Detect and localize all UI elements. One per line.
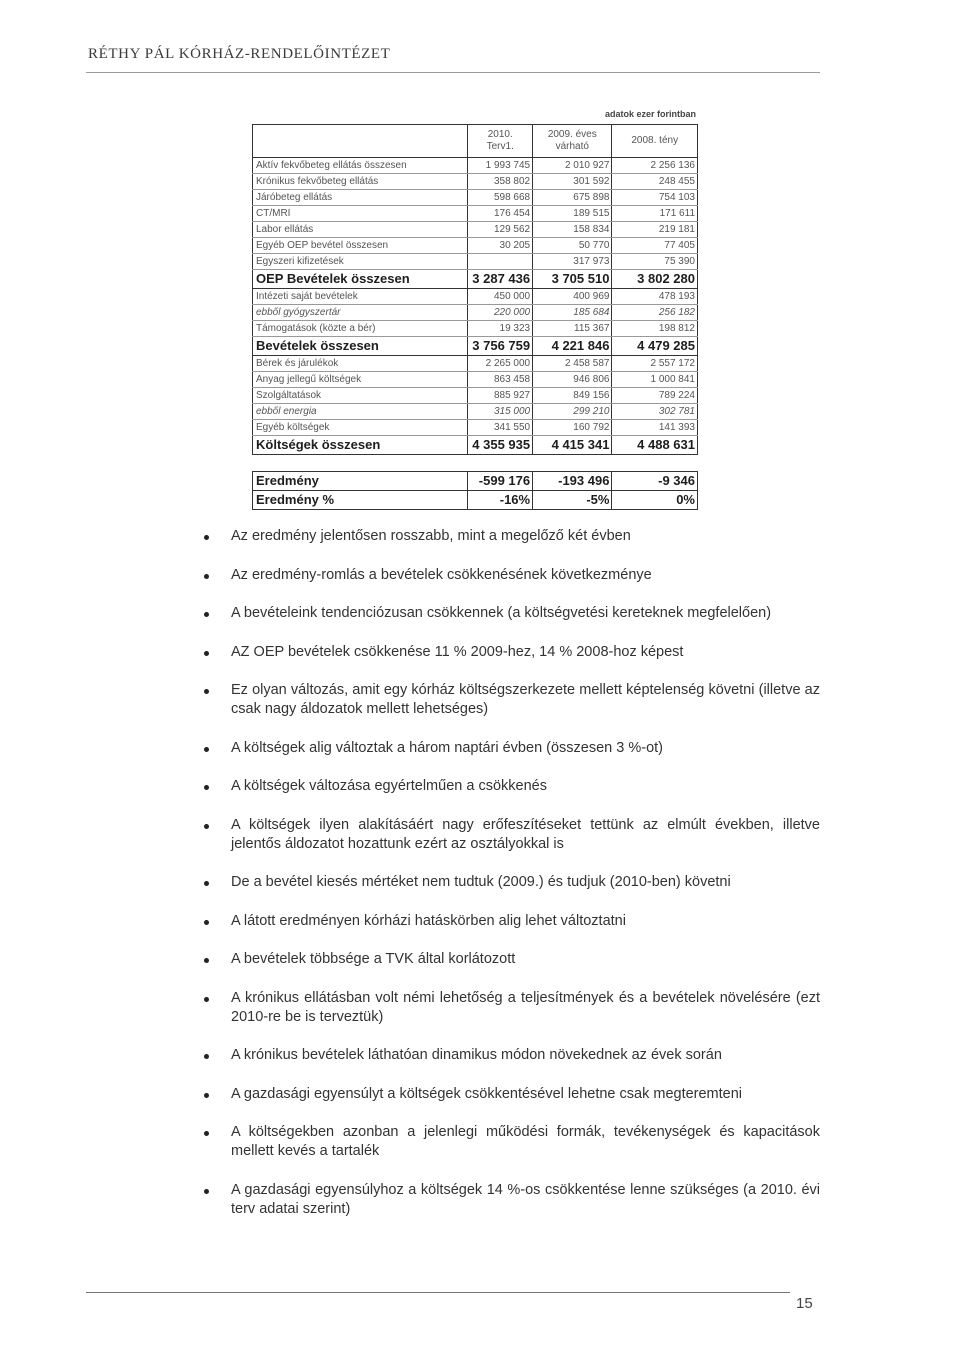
bullet-text: A krónikus bevételek láthatóan dinamikus módon növekednek az évek során <box>231 1047 722 1063</box>
header-divider <box>86 72 820 73</box>
cell-2008: 248 455 <box>612 174 698 190</box>
cell-2010: 598 668 <box>468 190 533 206</box>
cell-2009: 301 592 <box>533 174 612 190</box>
bullet-dot-icon <box>204 651 209 656</box>
cell-2008: 789 224 <box>612 388 698 404</box>
cell-2009: 2 010 927 <box>533 158 612 174</box>
bullet-dot-icon <box>204 574 209 579</box>
table-row <box>253 356 698 372</box>
bullet-item <box>204 681 820 719</box>
bullet-item <box>204 1181 820 1219</box>
cell-2008: 75 390 <box>612 254 698 270</box>
table-row <box>253 321 698 337</box>
document-header: RÉTHY PÁL KÓRHÁZ-RENDELŐINTÉZET <box>88 46 391 62</box>
col-header-text: várható <box>555 141 589 152</box>
bullet-text: De a bevétel kiesés mértéket nem tudtuk (2009.) és tudjuk (2010-ben) követni <box>231 874 731 890</box>
table-row <box>253 158 698 174</box>
bullet-item <box>204 1123 820 1161</box>
cell-2009: 160 792 <box>533 420 612 436</box>
row-label: Aktív fekvőbeteg ellátás összesen <box>253 158 468 174</box>
table-row <box>253 337 698 356</box>
bullet-dot-icon <box>204 612 209 617</box>
cell-2010: 19 323 <box>468 321 533 337</box>
bullet-item <box>204 1085 820 1104</box>
bullet-dot-icon <box>204 1093 209 1098</box>
cell-2009: 189 515 <box>533 206 612 222</box>
bullet-dot-icon <box>204 824 209 829</box>
table-row <box>253 270 698 289</box>
bullet-text: AZ OEP bevételek csökkenése 11 % 2009-hez, 14 % 2008-hoz képest <box>231 643 684 660</box>
bullet-item <box>204 873 820 892</box>
table-row <box>253 388 698 404</box>
row-label: CT/MRI <box>253 206 468 222</box>
bullet-item <box>204 950 820 969</box>
row-label: Szolgáltatások <box>253 388 468 404</box>
cell-2008: 141 393 <box>612 420 698 436</box>
col-header-text: Terv1. <box>486 141 514 152</box>
row-label: Támogatások (közte a bér) <box>253 321 468 337</box>
row-label: Eredmény <box>253 472 468 491</box>
cell-2008: 198 812 <box>612 321 698 337</box>
cell-2009: 3 705 510 <box>533 270 612 289</box>
bullet-item <box>204 989 820 1027</box>
bullet-text: A bevételek többsége a TVK által korlátozott <box>231 951 516 967</box>
cell-2008: 3 802 280 <box>612 270 698 289</box>
bullet-dot-icon <box>204 997 209 1002</box>
bullet-item <box>204 739 820 758</box>
cell-2009: 185 684 <box>533 305 612 321</box>
bullet-text: A krónikus ellátásban volt némi lehetőség a teljesítmények és a bevételek növelésére (ezt 2010-re be is terveztük) <box>231 989 820 1025</box>
bullet-text: A költségek alig változtak a három naptári évben (összesen 3 %-ot) <box>231 739 664 756</box>
row-label: Egyéb költségek <box>253 420 468 436</box>
table-row <box>253 420 698 436</box>
cell-2010: 176 454 <box>468 206 533 222</box>
result-row <box>253 472 698 491</box>
row-label: Krónikus fekvőbeteg ellátás <box>253 174 468 190</box>
col-header-text: 2009. éves <box>547 129 597 140</box>
footer-divider <box>86 1292 790 1293</box>
cell-2009: 2 458 587 <box>533 356 612 372</box>
financial-table <box>252 124 698 510</box>
row-label: ebből energia <box>253 404 468 420</box>
cell-2010: 4 355 935 <box>468 436 533 455</box>
table-row <box>253 436 698 455</box>
cell-2009: 115 367 <box>533 321 612 337</box>
cell-2010: 2 265 000 <box>468 356 533 372</box>
col-header-2008 <box>612 125 698 158</box>
bullet-text: Az eredmény-romlás a bevételek csökkenésének következménye <box>231 566 652 583</box>
cell-2010: 341 550 <box>468 420 533 436</box>
table-row <box>253 289 698 305</box>
table-row <box>253 174 698 190</box>
cell-2009: 4 221 846 <box>533 337 612 356</box>
cell-2009: 4 415 341 <box>533 436 612 455</box>
cell-2010: 863 458 <box>468 372 533 388</box>
table-row <box>253 305 698 321</box>
row-label: Bérek és járulékok <box>253 356 468 372</box>
bullet-item <box>204 912 820 931</box>
cell-2008: 256 182 <box>612 305 698 321</box>
cell-2008: 219 181 <box>612 222 698 238</box>
row-label: OEP Bevételek összesen <box>253 270 468 289</box>
cell-2010: -599 176 <box>468 472 533 491</box>
bullet-dot-icon <box>204 1131 209 1136</box>
cell-2008: -9 346 <box>612 472 698 491</box>
bullet-dot-icon <box>204 1054 209 1059</box>
bullet-dot-icon <box>204 785 209 790</box>
bullet-dot-icon <box>204 958 209 963</box>
col-header-text: 2010. <box>487 129 513 140</box>
row-label: Eredmény % <box>253 491 468 510</box>
header-label-cell <box>253 125 468 158</box>
table-row <box>253 372 698 388</box>
cell-2010: 3 287 436 <box>468 270 533 289</box>
cell-2010: 220 000 <box>468 305 533 321</box>
cell-2008: 1 000 841 <box>612 372 698 388</box>
table-row <box>253 206 698 222</box>
cell-2010: 315 000 <box>468 404 533 420</box>
bullet-dot-icon <box>204 535 209 540</box>
row-label: Egyszeri kifizetések <box>253 254 468 270</box>
cell-2010 <box>468 254 533 270</box>
cell-2009: 158 834 <box>533 222 612 238</box>
bullet-dot-icon <box>204 1189 209 1194</box>
cell-2008: 77 405 <box>612 238 698 254</box>
bullet-text: A költségek változása egyértelműen a csökkenés <box>231 778 547 794</box>
cell-2009: -5% <box>533 491 612 510</box>
cell-2008: 2 557 172 <box>612 356 698 372</box>
cell-2010: -16% <box>468 491 533 510</box>
bullet-item <box>204 604 820 623</box>
table-header-row <box>253 125 698 158</box>
col-header-text: 2008. tény <box>631 135 679 146</box>
cell-2009: 299 210 <box>533 404 612 420</box>
cell-2008: 4 488 631 <box>612 436 698 455</box>
cell-2008: 4 479 285 <box>612 337 698 356</box>
spacer-cell <box>612 455 698 472</box>
cell-2008: 478 193 <box>612 289 698 305</box>
bullet-item <box>204 777 820 796</box>
result-row <box>253 491 698 510</box>
bullet-text: Ez olyan változás, amit egy kórház költségszerkezete mellett képtelenség követni (illetve az csak nagy áldozatok mellett lehetséges) <box>231 682 820 717</box>
bullet-dot-icon <box>204 747 209 752</box>
cell-2010: 3 756 759 <box>468 337 533 356</box>
cell-2010: 450 000 <box>468 289 533 305</box>
spacer-cell <box>468 455 533 472</box>
spacer-cell <box>253 455 468 472</box>
bullet-text: A költségek ilyen alakításáért nagy erőfeszítéseket tettünk az elmúlt években, illetve jelentős áldozatot hozattunk ezért az osztályokkal is <box>231 816 820 852</box>
table-row <box>253 222 698 238</box>
row-label: Bevételek összesen <box>253 337 468 356</box>
col-header-2010 <box>468 125 533 158</box>
cell-2009: -193 496 <box>533 472 612 491</box>
bullet-text: A költségekben azonban a jelenlegi működési formák, tevékenységek és kapacitások mellett kevés a tartalék <box>231 1124 820 1159</box>
row-label: Költségek összesen <box>253 436 468 455</box>
cell-2010: 129 562 <box>468 222 533 238</box>
cell-2009: 50 770 <box>533 238 612 254</box>
cell-2009: 317 973 <box>533 254 612 270</box>
table-row <box>253 190 698 206</box>
row-label: ebből gyógyszertár <box>253 305 468 321</box>
bullet-dot-icon <box>204 920 209 925</box>
cell-2010: 885 927 <box>468 388 533 404</box>
cell-2009: 849 156 <box>533 388 612 404</box>
row-label: Anyag jellegű költségek <box>253 372 468 388</box>
table-row <box>253 238 698 254</box>
bullet-dot-icon <box>204 689 209 694</box>
cell-2010: 30 205 <box>468 238 533 254</box>
row-label: Intézeti saját bevételek <box>253 289 468 305</box>
bullet-item <box>204 643 820 662</box>
bullet-item <box>204 527 820 546</box>
cell-2008: 302 781 <box>612 404 698 420</box>
bullet-text: A látott eredményen kórházi hatáskörben alig lehet változtatni <box>231 912 626 929</box>
page-number: 15 <box>796 1295 813 1312</box>
cell-2009: 400 969 <box>533 289 612 305</box>
bullet-item <box>204 566 820 585</box>
bullet-text: A gazdasági egyensúlyhoz a költségek 14 %-os csökkentése lenne szükséges (a 2010. évi terv adatai szerint) <box>231 1181 820 1217</box>
bullet-text: A bevételeink tendenciózusan csökkennek (a költségvetési kereteknek megfelelően) <box>231 605 772 621</box>
table-row <box>253 404 698 420</box>
cell-2009: 946 806 <box>533 372 612 388</box>
bullet-item <box>204 816 820 854</box>
bullet-text: Az eredmény jelentősen rosszabb, mint a megelőző két évben <box>231 528 631 544</box>
table-spacer-row <box>253 455 698 472</box>
bullet-item <box>204 1046 820 1065</box>
bullet-text: A gazdasági egyensúlyt a költségek csökkentésével lehetne csak megteremteni <box>231 1085 743 1102</box>
bullet-dot-icon <box>204 881 209 886</box>
spacer-cell <box>533 455 612 472</box>
col-header-2009 <box>533 125 612 158</box>
table-row <box>253 254 698 270</box>
row-label: Egyéb OEP bevétel összesen <box>253 238 468 254</box>
bullet-list <box>204 527 820 1238</box>
row-label: Labor ellátás <box>253 222 468 238</box>
cell-2008: 171 611 <box>612 206 698 222</box>
cell-2010: 358 802 <box>468 174 533 190</box>
cell-2010: 1 993 745 <box>468 158 533 174</box>
cell-2008: 2 256 136 <box>612 158 698 174</box>
unit-note: adatok ezer forintban <box>604 109 696 119</box>
row-label: Járóbeteg ellátás <box>253 190 468 206</box>
cell-2008: 754 103 <box>612 190 698 206</box>
cell-2009: 675 898 <box>533 190 612 206</box>
cell-2008: 0% <box>612 491 698 510</box>
